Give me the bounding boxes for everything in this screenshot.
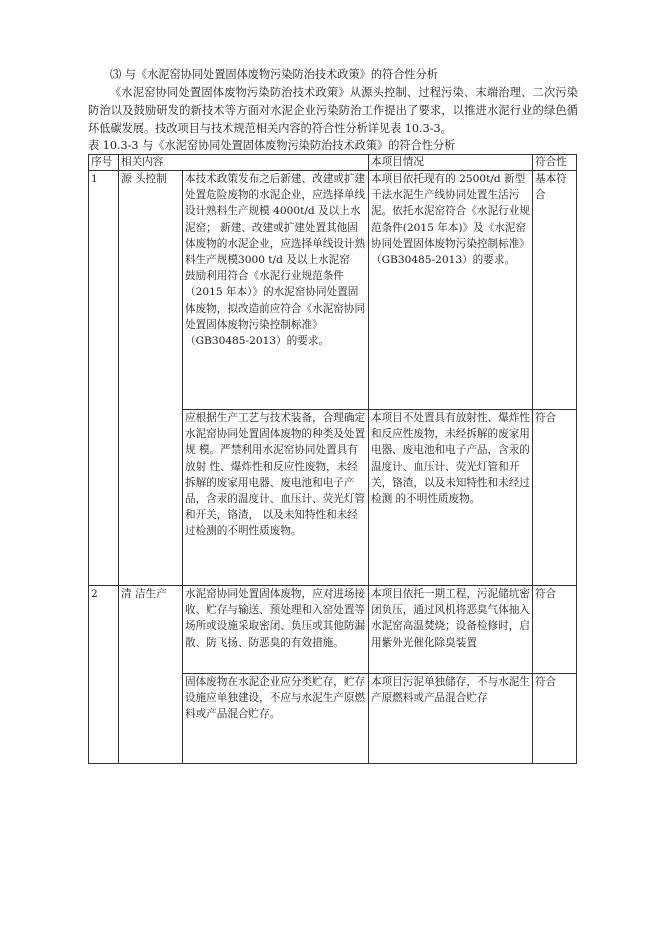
conformity-cell: 基本符合 <box>533 171 577 410</box>
conformity-cell: 符合 <box>533 586 577 674</box>
table-row <box>89 171 577 410</box>
project-cell: 本项目依托一期工程，污泥储坑密闭负压，通过风机将恶臭气体抽入水泥窑高温焚烧；设备检修时，启用紫外光催化除臭装置 <box>369 586 533 674</box>
table-caption: 表 10.3-3 与《水泥窑协同处置固体废物污染防治技术政策》的符合性分析 <box>88 139 456 152</box>
row-number: 2 <box>89 586 119 764</box>
table-row <box>89 586 577 674</box>
header-content: 相关内容 <box>119 155 369 171</box>
row-category: 源 头控制 <box>119 171 183 586</box>
row-number: 1 <box>89 171 119 586</box>
conformity-table <box>88 154 577 764</box>
content-cell: 应根据生产工艺与技术装备，合理确定水泥窑协同处置固体废物的种类及处置规 模。严禁利用水泥窑协同处置具有放射 性、爆炸性和反应性废物，未经拆解的废家用电器、废电池和电子产品，含汞的温度计、血压计、荧光灯管和开关，铬渣， 以及未知特性和未经过检测的不明性质废物。 <box>183 410 369 586</box>
header-conformity: 符合性 <box>533 155 577 171</box>
project-cell: 本项目依托现有的 2500t/d 新型干法水泥生产线协同处置生活污泥。依托水泥窑符合《水泥行业规范条件(2015 年本)》及《水泥窑协同处置固体废物污染控制标准》（GB30485-2013）的要求。 <box>369 171 533 410</box>
content-cell: 本技术政策发布之后新建、改建或扩建 处置危险废物的水泥企业，应选择单线设计熟料生产规模 4000t/d 及以上水泥窑； 新建、改建或扩建处置其他固体废物的水泥企业，应选择单线设计熟料生产规模3000 t/d 及以上水泥窑 鼓励利用符合《水泥行业规范条件（2015 年本）》的水泥窑协同处置固体废物，拟改造前应符合《水泥窑协同处置固体废物污染控制标准》（GB30485-2013）的要求。 <box>183 171 369 410</box>
table-header-row <box>89 155 577 171</box>
section-heading: ⑶ 与《水泥窑协同处置固体废物污染防治技术政策》的符合性分析 <box>110 68 438 81</box>
header-no: 序号 <box>89 155 119 171</box>
conformity-cell: 符合 <box>533 410 577 586</box>
row-category: 清 洁生产 <box>119 586 183 764</box>
document-page <box>88 66 578 764</box>
content-cell: 固体废物在水泥企业应分类贮存，贮存设施应单独建设，不应与水泥生产原燃料或产品混合贮存。 <box>183 674 369 764</box>
conformity-cell: 符合 <box>533 674 577 764</box>
header-project: 本项目情况 <box>369 155 533 171</box>
section-paragraph: 《水泥窑协同处置固体废物污染防治技术政策》从源头控制、过程污染、末端治理、二次污染防治以及鼓励研发的新技术等方面对水泥企业污染防治工作提出了要求，以推进水泥行业的绿色循环低碳发展。技改项目与技术规范相关内容的符合性分析详见表 10.3-3。 <box>88 86 578 135</box>
project-cell: 本项目污泥单独储存，不与水泥生产原燃料或产品混合贮存 <box>369 674 533 764</box>
content-cell: 水泥窑协同处置固体废物，应对进场接收、贮存与输送、预处理和入窑处置等场所或设施采取密闭、负压或其他防漏散、防飞扬、防恶臭的有效措施。 <box>183 586 369 674</box>
project-cell: 本项目不处置具有放射性、爆炸性 和反应性废物，未经拆解的废家用 电器、废电池和电子产品，含汞的 温度计、血压计、荧光灯管和开关，铬渣，以及未知特性和未经过检测 的不明性质废物。 <box>369 410 533 586</box>
